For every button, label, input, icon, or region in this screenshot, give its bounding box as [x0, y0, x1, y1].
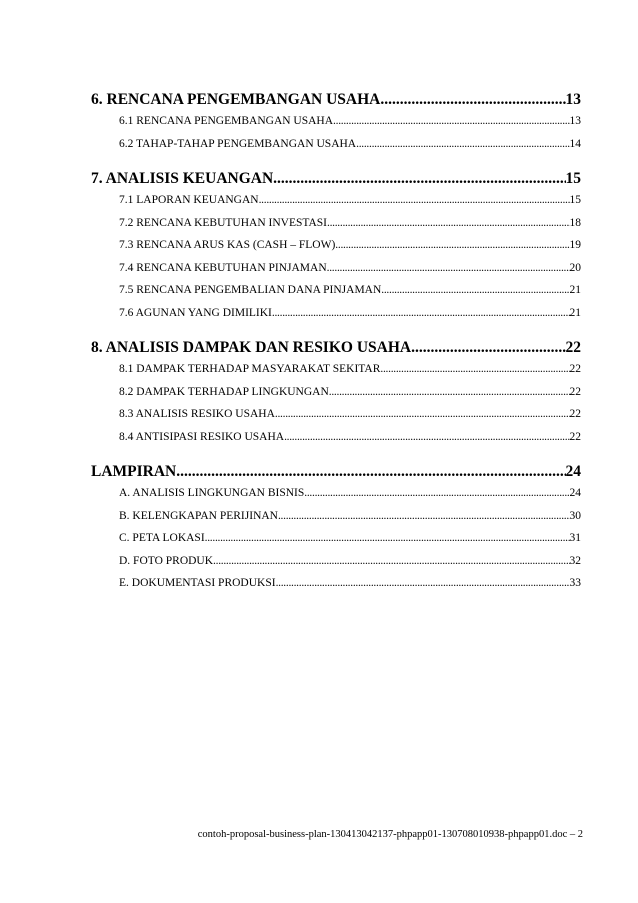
toc-heading	[91, 91, 581, 115]
toc-entry	[91, 239, 581, 262]
toc-entry-page: 22	[569, 408, 581, 420]
dot-leader	[259, 194, 570, 206]
dot-leader	[411, 339, 565, 357]
toc-entry-title: D. FOTO PRODUK	[119, 554, 214, 567]
toc-heading	[91, 463, 581, 487]
toc-entry-title: 7.5 RENCANA PENGEMBALIAN DANA PINJAMAN	[119, 284, 382, 296]
toc-entry-page: 20	[569, 261, 581, 274]
toc-entry-page: 24	[569, 487, 581, 499]
toc-heading-page: 24	[565, 463, 581, 480]
toc-entry-page: 22	[569, 430, 581, 443]
toc-heading-page: 13	[565, 91, 581, 108]
toc-entry	[91, 431, 581, 454]
toc-entry	[91, 307, 581, 330]
dot-leader	[213, 555, 569, 567]
toc-entry-page: 32	[569, 554, 581, 567]
toc-entry	[91, 194, 581, 217]
toc-heading-title: LAMPIRAN	[91, 463, 177, 480]
dot-leader	[176, 463, 565, 481]
toc-entry	[91, 217, 581, 240]
toc-entry-title: 6.1 RENCANA PENGEMBANGAN USAHA	[119, 115, 334, 127]
toc-entry-title: 8.1 DAMPAK TERHADAP MASYARAKAT SEKITAR	[119, 363, 381, 375]
toc-entry-page: 14	[569, 137, 581, 150]
dot-leader	[335, 239, 569, 251]
dot-leader	[304, 487, 569, 499]
toc-entry-page: 18	[569, 216, 581, 229]
toc-entry	[91, 284, 581, 307]
dot-leader	[278, 510, 570, 522]
toc-section	[91, 339, 581, 453]
toc-entry	[91, 262, 581, 285]
dot-leader	[380, 91, 565, 109]
toc-entry-page: 19	[569, 239, 581, 251]
toc-entry	[91, 386, 581, 409]
toc-entry-title: 7.1 LAPORAN KEUANGAN	[119, 194, 259, 206]
toc-entry-title: 8.4 ANTISIPASI RESIKO USAHA	[119, 430, 285, 443]
toc-heading-page: 15	[565, 170, 581, 187]
toc-entry	[91, 408, 581, 431]
toc-entry-page: 21	[569, 306, 581, 319]
toc-heading-title: 6. RENCANA PENGEMBANGAN USAHA	[91, 91, 381, 108]
toc-section	[91, 170, 581, 329]
page-footer: contoh-proposal-business-plan-130413042137-phpapp01-130708010938-phpapp01.doc – 2	[197, 829, 583, 840]
toc-entry	[91, 138, 581, 161]
dot-leader	[380, 363, 569, 375]
toc-entry-title: 7.3 RENCANA ARUS KAS (CASH – FLOW)	[119, 239, 336, 251]
dot-leader	[275, 408, 570, 420]
toc-entry-page: 21	[569, 284, 581, 296]
toc-heading-title: 8. ANALISIS DAMPAK DAN RESIKO USAHA	[91, 339, 412, 356]
dot-leader	[327, 262, 570, 274]
toc-entry	[91, 510, 581, 533]
toc-entry-title: 7.2 RENCANA KEBUTUHAN INVESTASI	[119, 216, 327, 229]
toc-heading-page: 22	[565, 339, 581, 356]
toc-entry-title: 6.2 TAHAP-TAHAP PENGEMBANGAN USAHA	[119, 137, 357, 150]
toc-entry-page: 33	[569, 577, 581, 589]
toc-entry	[91, 555, 581, 578]
toc-entry-title: B. KELENGKAPAN PERIJINAN	[119, 509, 278, 522]
toc-entry	[91, 115, 581, 138]
toc-entry-title: C. PETA LOKASI	[119, 532, 205, 544]
toc-entry-title: 8.2 DAMPAK TERHADAP LINGKUNGAN	[119, 385, 329, 398]
toc-heading	[91, 339, 581, 363]
table-of-contents	[91, 91, 581, 610]
dot-leader	[272, 307, 570, 319]
toc-entry-page: 30	[569, 509, 581, 522]
toc-heading-title: 7. ANALISIS KEUANGAN	[91, 170, 274, 187]
toc-entry-page: 31	[569, 532, 581, 544]
toc-heading	[91, 170, 581, 194]
dot-leader	[205, 532, 570, 544]
dot-leader	[333, 115, 569, 127]
toc-entry-page: 22	[569, 363, 581, 375]
toc-section	[91, 91, 581, 160]
toc-entry-title: E. DOKUMENTASI PRODUKSI	[119, 577, 276, 589]
dot-leader	[273, 170, 565, 188]
dot-leader	[327, 217, 570, 229]
toc-entry-title: 8.3 ANALISIS RESIKO USAHA	[119, 408, 275, 420]
dot-leader	[356, 138, 569, 150]
toc-entry	[91, 487, 581, 510]
toc-entry	[91, 532, 581, 555]
dot-leader	[284, 431, 569, 443]
toc-entry-page: 22	[569, 385, 581, 398]
toc-entry-page: 13	[569, 115, 581, 127]
toc-entry	[91, 577, 581, 600]
toc-entry	[91, 363, 581, 386]
dot-leader	[276, 577, 570, 589]
toc-section	[91, 463, 581, 600]
toc-entry-title: 7.4 RENCANA KEBUTUHAN PINJAMAN	[119, 261, 327, 274]
toc-entry-title: 7.6 AGUNAN YANG DIMILIKI	[119, 306, 272, 319]
dot-leader	[329, 386, 570, 398]
toc-entry-title: A. ANALISIS LINGKUNGAN BISNIS	[119, 487, 305, 499]
toc-entry-page: 15	[569, 194, 581, 206]
dot-leader	[381, 284, 569, 296]
